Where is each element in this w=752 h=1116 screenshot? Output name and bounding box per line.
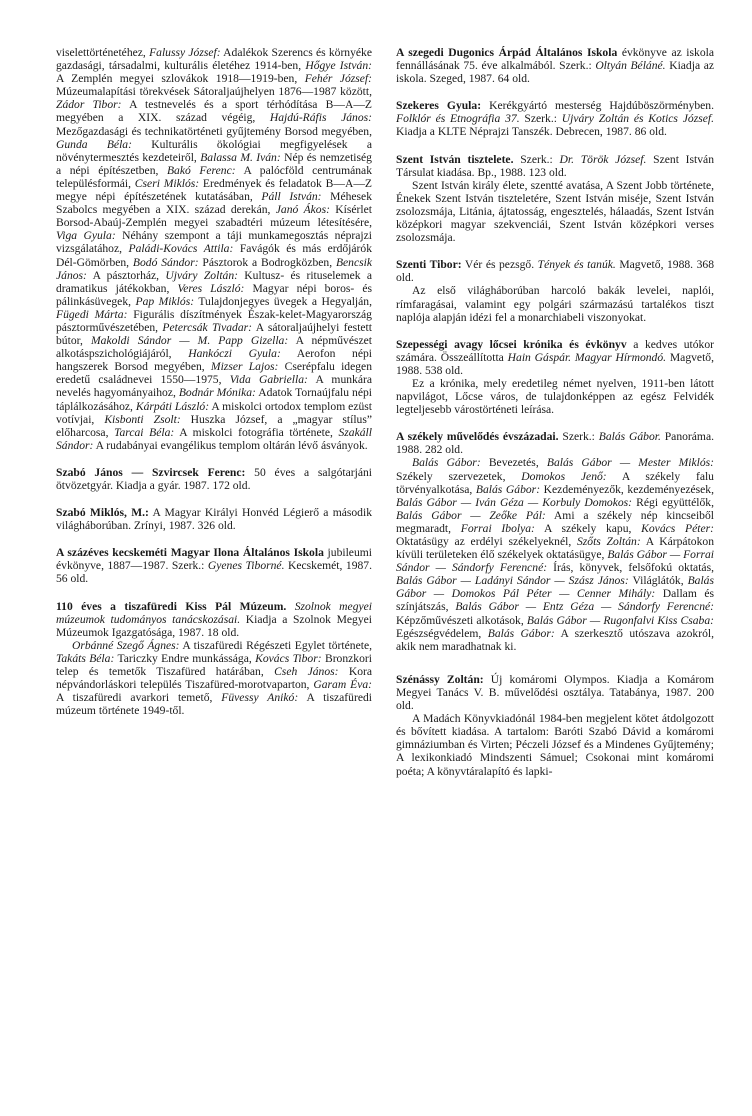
entry-paragraph: A százéves kecskeméti Magyar Ilona Általános Iskola jubileumi évkönyve, 1887—1987. Szerk.: Gyenes Tiborné. Kecskemét, 1987. 56 old. — [56, 546, 372, 586]
entry-paragraph: Szabó János — Szvircsek Ferenc: 50 éves a salgótarjáni ötvözetgyár. Kiadja a gyár. 1987. 172 old. — [56, 465, 372, 492]
bibliography-entry — [396, 338, 714, 417]
right-column — [396, 46, 714, 792]
bibliography-entry — [396, 46, 714, 85]
bibliography-entry — [396, 153, 714, 245]
entry-paragraph: Szekeres Gyula: Kerékgyártó mesterség Hajdúböszörményben. Folklór és Etnográfia 37. Szerk.: Ujváry Zoltán és Kotics József. Kiadja a KLTE Néprajzi Tanszék. Debrecen, 1987. 86 old. — [396, 99, 715, 139]
entry-paragraph: Orbánné Szegő Ágnes: A tiszafüredi Régészeti Egylet története, Takáts Béla: Tariczky Endre munkássága, Kovács Tibor: Bronzkori telep és temetők Tiszafüred határában, Cseh János: Kora népvándorláskori település Tiszafüred-morotvaparton, Garam Éva: A tiszafüredi avarkori temető, Füvessy Anikó: A tiszafüredi múzeum története 1949-től. — [56, 638, 373, 718]
entry-paragraph: A Madách Könyvkiadónál 1984-ben megjelent kötet átdolgozott és bővített kiadása. A tartalom: Baróti Szabó Dávid a komáromi gimnáziumban és Virten; Péczeli József és a Mindenes Gyűjtemény; A lexikonkiadó Mindszenti Sámuel; Csokonai mint komáromi poéta; A könyvtáralapító és lapki- — [396, 712, 714, 778]
entry-paragraph: Szepességi avagy lőcsei krónika és évkönyv a kedves utókor számára. Összeállította Hain Gáspár. Magyar Hírmondó. Magvető, 1988. 538 old. — [396, 337, 714, 377]
left-column — [56, 46, 372, 731]
bibliography-entry — [396, 99, 714, 138]
entry-paragraph: A szegedi Dugonics Árpád Általános Iskola évkönyve az iskola fennállásának 75. éve alkalmából. Szerk.: Oltyán Béláné. Kiadja az iskola. Szeged, 1987. 64 old. — [396, 46, 715, 86]
bibliography-entry — [56, 600, 372, 718]
entry-paragraph: Balás Gábor: Bevezetés, Balás Gábor — Mester Miklós: Székely szervezetek, Domokos Jenő: A székely falu törvényalkotása, Balás Gábor: Kezdeményezők, kezdeményezések, Balás Gábor — Iván Géza — Korbuly Domokos: Régi együttélők, Balás Gábor — Zeőke Pál: Ami a székely nép kincseiből megmaradt, Forrai Ibolya: A székely kapu, Kovács Péter: Oktatásügy az erdélyi székelyeknél, Szőts Zoltán: A Kárpátokon kívüli területeken élő székelyek oktatásügye, Balás Gábor — Forrai Sándor — Sándorfy Ferencné: Írás, könyvek, felsőfokú oktatás, Balás Gábor — Ladányi Sándor — Szász János: Világlátók, Balás Gábor — Domokos Pál Péter — Cenner Mihály: Dallam és színjátszás, Balás Gábor — Entz Géza — Sándorfy Ferencné: Képzőművészeti alkotások, Balás Gábor — Rugonfalvi Kiss Csaba: Egészségvédelem, Balás Gábor: A szerkesztő utószava azokról, akik nem maradhatnak ki. — [396, 456, 715, 653]
entry-paragraph: A székely művelődés évszázadai. Szerk.: Balás Gábor. Panoráma. 1988. 282 old. — [396, 430, 714, 457]
bibliography-entry — [56, 506, 372, 532]
entry-paragraph: viselettörténetéhez, Falussy József: Adalékok Szerencs és környéke gazdasági, társadalmi, kulturális életéhez 1914-ben, Hőgye István: A Zemplén megyei szlovákok 1918—1919-ben, Fehér József: Múzeumalapítási törekvések Sátoraljaújhelyen 1876—1987 között, Zádor Tibor: A testnevelés és a sport térhódítása B—A—Z megyében a XIX. század végéig, Hajdú-Ráfis János: Mezőgazdasági és technikatörténeti gyűjtemény Borsod megyében, Gunda Béla: Kulturális ökológiai megfigyelések a növénytermesztés kezdeteiről, Balassa M. Iván: Nép és nemzetiség a népi építészetben, Bakó Ferenc: A palócföld centrumának településformái, Cseri Miklós: Eredmények és feladatok B—A—Z megye népi építészetének kutatásában, Páll István: Méhesek Szabolcs megyében a XIX. század derekán, Janó Ákos: Kísérlet Borsod-Abaúj-Zemplén megyei szabadtéri múzeum létesítésére, Viga Gyula: Néhány szempont a táji munkamegosztás néprajzi vizsgálatához, Paládi-Kovács Attila: Favágók és más erdőjárók Dél-Gömörben, Bodó Sándor: Pásztorok a Bodrogközben, Bencsik János: A pásztorház, Ujváry Zoltán: Kultusz- és rituselemek a dramatikus játékokban, Veres László: Magyar népi boros- és pálinkásüvegek, Pap Miklós: Tulajdonjegyes üvegek a Hegyalján, Fügedi Márta: Figurális díszítmények Észak-kelet-Magyarország pásztorművészetében, Petercsák Tivadar: A sátoraljaújhelyi festett bútor, Makoldi Sándor — M. Papp Gizella: A népművészet alkotáspszichológiájáról, Hankóczi Gyula: Aerofon népi hangszerek Borsod megyében, Mizser Lajos: Cserépfalu idegen eredetű családnevei 1550—1975, Vida Gabriella: A munkára nevelés hagyományaihoz, Bodnár Mónika: Adatok Tornaújfalu népi táplálkozásához, Kárpáti László: A miskolci ortodox templom ezüst votívjai, Kisbonti Zsolt: Huszka József, a „magyar stílus” előharcosa, Tarcai Béla: A miskolci fotográfia története, Szakáll Sándor: A rudabányai evangélikus templom oltárán lévő ásványok. — [56, 46, 373, 452]
entry-paragraph: Szent István király élete, szentté avatása, A Szent Jobb története, Énekek Szent István tiszteletére, Szent István miséje, Szent István zsolozsmája, Litánia, ájtatosság, engesztelés, hálaadás, Szent István középkori magyar szekvenciái, Szent István középkori verses zsolozsmája. — [396, 178, 714, 245]
bibliography-entry — [56, 546, 372, 585]
entry-paragraph: Szent István tisztelete. Szerk.: Dr. Török József. Szent István Társulat kiadása. Bp., 1988. 123 old. — [396, 152, 714, 179]
entry-paragraph: 110 éves a tiszafüredi Kiss Pál Múzeum. Szolnok megyei múzeumok tudományos tanácskozásai. Kiadja a Szolnok Megyei Múzeumok Igazgatósága, 1987. 18 old. — [56, 599, 373, 639]
bibliography-entry — [396, 430, 714, 653]
bibliography-entry — [396, 673, 714, 778]
entry-paragraph: Szenti Tibor: Vér és pezsgő. Tények és tanúk. Magvető, 1988. 368 old. — [396, 258, 714, 285]
bibliography-entry — [396, 258, 714, 323]
entry-paragraph: Szabó Miklós, M.: A Magyar Királyi Honvéd Légierő a második világháborúban. Zrínyi, 1987. 326 old. — [56, 506, 372, 533]
bibliography-entry — [56, 46, 372, 452]
entry-paragraph: Az első világháborúban harcoló bakák levelei, naplói, rímfaragásai, valamint egy polgári származású tartalékos tiszt naplója alapján idézi fel a monarchiabeli viszonyokat. — [396, 284, 714, 324]
entry-paragraph: Ez a krónika, mely eredetileg német nyelven, 1911-ben látott napvilágot, Lőcse város, de tulajdonképpen az egész Felvidék legteljesebb várostörténeti leírása. — [396, 376, 714, 417]
bibliography-entry — [56, 466, 372, 492]
entry-paragraph: Szénássy Zoltán: Új komáromi Olympos. Kiadja a Komárom Megyei Tanács V. B. művelődési osztálya. Tatabánya, 1987. 200 old. — [396, 672, 714, 713]
